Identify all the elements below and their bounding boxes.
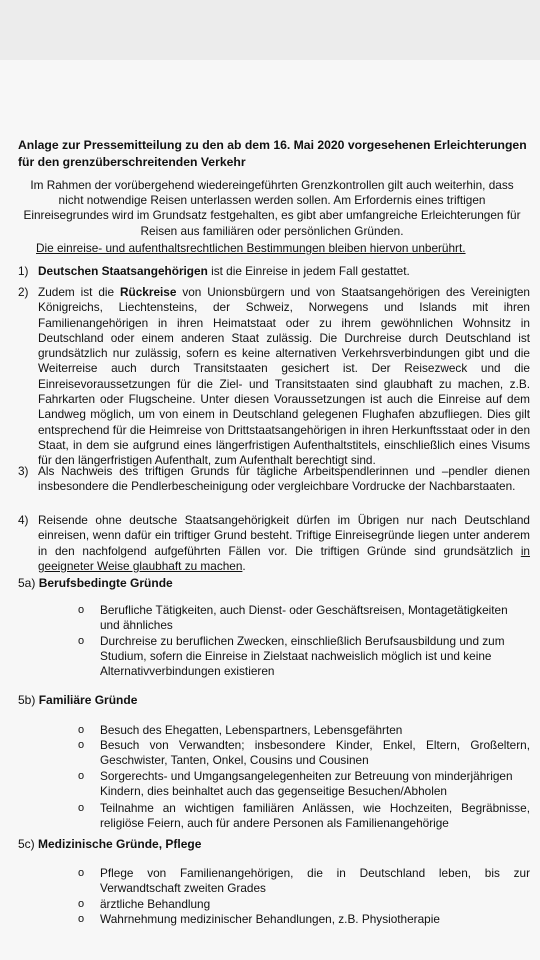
list-item-4: [18, 513, 530, 574]
bullet-marker: o: [78, 913, 85, 925]
bullet-text: Besuch des Ehegatten, Lebenspartners, Lebensgefährten: [100, 723, 403, 737]
section-title: Familiäre Gründe: [38, 693, 138, 707]
item-text: von Unionsbürgern und von Staatsangehörigen des Vereinigten Königreichs, Liechtensteins, der Schweiz, Norwegens und Islands mit ihren Familienangehörigen in ihren Heimatstaat oder zu ihrem gewöhnlichen Wohnsitz in Deutschland oder einem anderen Staat zulässig. Die Durchreise durch Deutschland ist grundsätzlich nur zulässig, sofern es keine alternativen Verkehrsverbindungen gibt und die Weiterreise auch durch Transitstaaten gesichert ist. Der Reisezweck und die Einreisevoraussetzungen für die Ziel- und Transitstaaten sind glaubhaft zu machen, z.B. Fahrkarten oder Flugscheine. Unter diesen Voraussetzungen ist auch die Einreise auf dem Landweg möglich, um von einem in Deutschland gelegenen Flughafen abzufliegen. Dies gilt entsprechend für die Heimreise von Drittstaatsangehörigen in ihren Herkunftsstaat oder in den Staat, in dem sie aufgrund eines längerfristigen Aufenthaltstitels, einschließlich eines Visums für den längerfristigen Aufenthalt, zum Aufenthalt berechtigt sind.: [38, 285, 530, 468]
item-bold-text: Deutschen Staatsangehörigen: [38, 264, 208, 278]
section-label: 5b): [18, 693, 36, 707]
item-text-pre: Zudem ist die: [38, 285, 120, 299]
item-text: Reisende ohne deutsche Staatsangehörigkeit dürfen im Übrigen nur nach Deutschland einreisen, wenn dafür ein triftiger Grund besteht. Triftige Einreisegründe liegen unter anderem in den nachfolgend aufgeführten Fällen vor. Die triftigen Gründe sind grundsätzlich: [38, 513, 530, 558]
section-label: 5a): [18, 576, 36, 590]
item-underlined-text: in geeigneter Weise glaubhaft zu machen: [38, 543, 530, 573]
bullet-item: [78, 769, 530, 799]
item-text: ist die Einreise in jedem Fall gestattet.: [207, 264, 410, 278]
section-5c-heading: [18, 837, 201, 852]
item-number: 2): [18, 285, 29, 299]
bullet-marker: o: [78, 739, 85, 751]
bullet-marker: o: [78, 867, 85, 879]
bullet-marker: o: [78, 635, 85, 647]
bullet-marker: o: [78, 898, 85, 910]
bullet-text: Teilnahme an wichtigen familiären Anlässen, wie Hochzeiten, Begräbnisse, religiöse Feiern, auch für andere Personen als Familienangehörige: [100, 801, 530, 831]
bullet-text: Wahrnehmung medizinischer Behandlungen, z.B. Physiotherapie: [100, 912, 440, 926]
bullet-text: ärztliche Behandlung: [100, 897, 211, 911]
list-item-2: [18, 285, 530, 469]
intro-paragraph: Im Rahmen der vorübergehend wiedereingeführten Grenzkontrollen gilt auch weiterhin, dass nicht notwendige Reisen unterlassen werden sollen. Am Erfordernis eines triftigen Einreisegrundes wird im Grundsatz festgehalten, es gibt aber umfangreiche Erleichterungen für Reisen aus familiären oder persönlichen Gründen.: [23, 178, 521, 238]
bullet-item: [78, 897, 530, 912]
section-5b-heading: [18, 693, 137, 708]
section-label: 5c): [18, 837, 35, 851]
bullet-item: [78, 634, 530, 680]
bullet-text: Besuch von Verwandten; insbesondere Kinder, Enkel, Eltern, Großeltern, Geschwister, Tanten, Onkel, Cousins und Cousinen: [100, 738, 530, 768]
bullet-text: Durchreise zu beruflichen Zwecken, einschließlich Berufsausbildung und zum Studium, sofern die Einreise in Zielstaat nachweislich möglich ist und keine Alternativverbindungen existieren: [100, 634, 505, 679]
list-item-3: [18, 464, 530, 495]
item-number: 4): [18, 513, 29, 527]
bullet-item: [78, 801, 530, 831]
item-number: 3): [18, 464, 29, 478]
bullet-text: Sorgerechts- und Umgangsangelegenheiten zur Betreuung von minderjährigen Kindern, dies beinhaltet auch das gegenseitige Besuchen/Abholen: [100, 769, 513, 799]
viewer-top-bar: [0, 0, 540, 61]
item-bold-text: Rückreise: [120, 285, 177, 299]
item-text: Als Nachweis des triftigen Grunds für tägliche Arbeitspendlerinnen und –pendler dienen insbesondere die Pendlerbescheinigung oder vergleichbare Vordrucke der Nachbarstaaten.: [38, 464, 530, 494]
bullet-marker: o: [78, 802, 85, 814]
bullet-text: Berufliche Tätigkeiten, auch Dienst- oder Geschäftsreisen, Montagetätigkeiten und ähnliches: [100, 603, 508, 633]
item-text-post: .: [242, 558, 246, 573]
bullet-marker: o: [78, 604, 85, 616]
document-heading: Anlage zur Pressemitteilung zu den ab dem 16. Mai 2020 vorgesehenen Erleichterungen für den grenzüberschreitenden Verkehr: [18, 138, 527, 169]
bullet-item: [78, 866, 530, 896]
section-title: Berufsbedingte Gründe: [38, 576, 173, 590]
bullet-item: [78, 912, 530, 927]
bullet-item: [78, 738, 530, 768]
bullet-marker: o: [78, 770, 85, 782]
bullet-item: [78, 603, 530, 633]
bullet-item: [78, 723, 530, 738]
list-item-1: [18, 264, 530, 279]
bullet-text: Pflege von Familienangehörigen, die in Deutschland leben, bis zur Verwandtschaft zweiten Grades: [100, 866, 530, 896]
bullet-marker: o: [78, 724, 85, 736]
underlined-statement: Die einreise- und aufenthaltsrechtlichen Bestimmungen bleiben hiervon unberührt.: [36, 241, 466, 255]
section-5a-heading: [18, 576, 173, 591]
section-title: Medizinische Gründe, Pflege: [38, 837, 202, 851]
item-number: 1): [18, 264, 29, 278]
